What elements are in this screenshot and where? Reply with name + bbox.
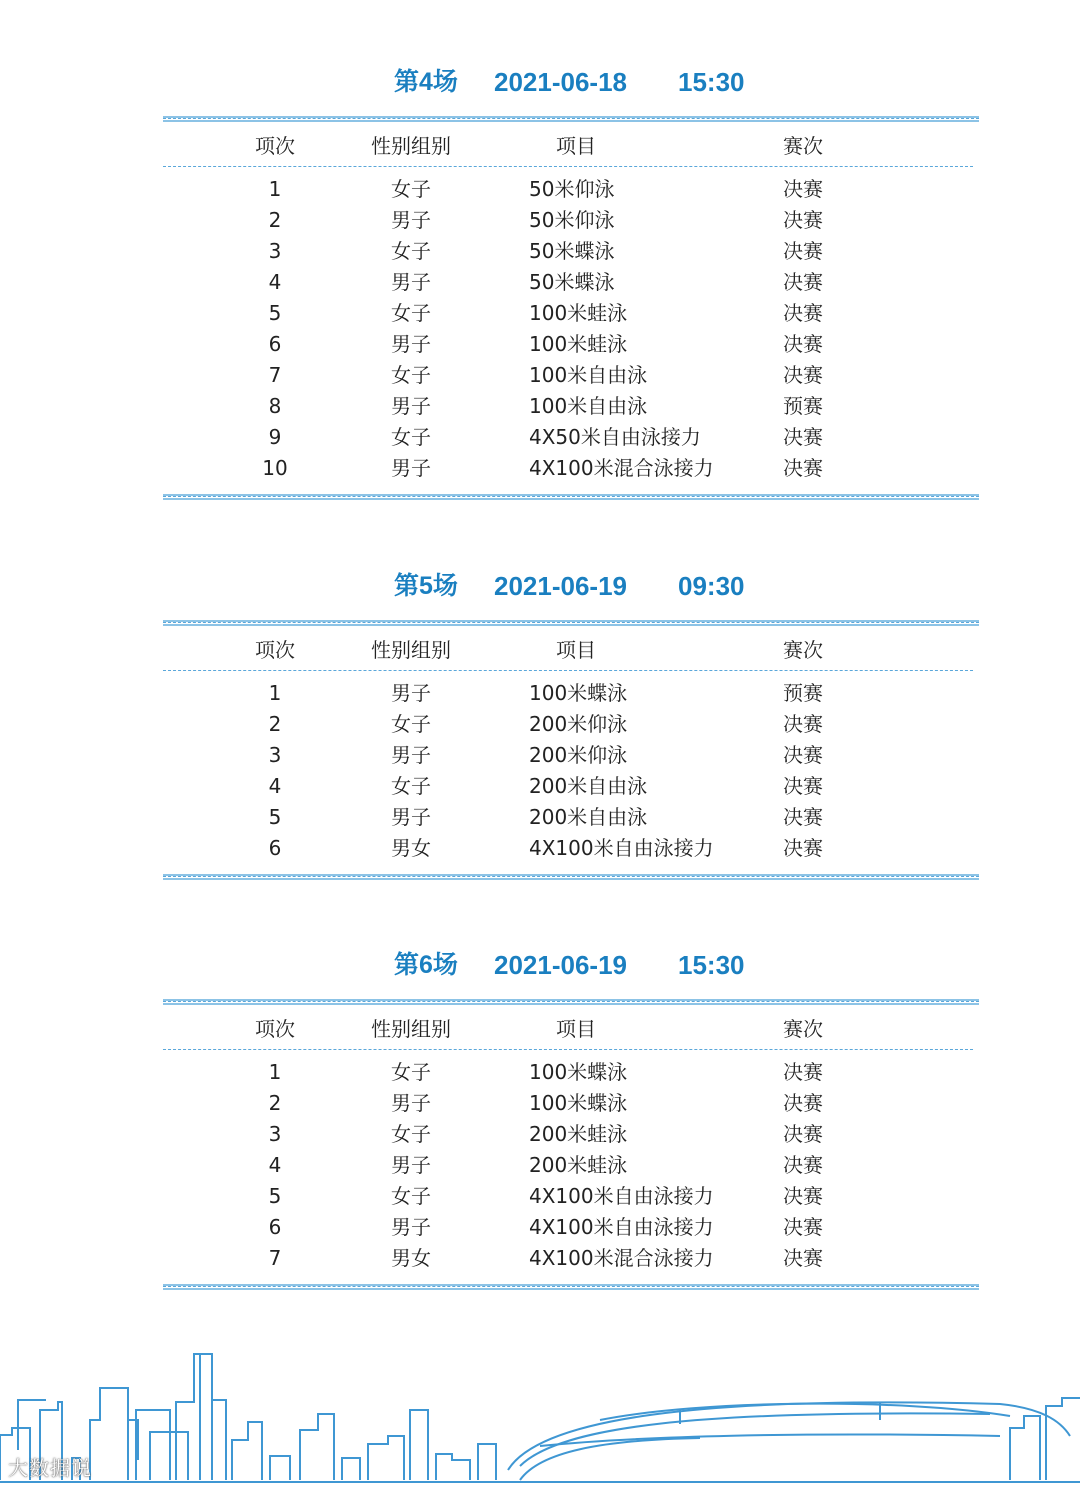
gender-group: 女子 [391,1060,431,1084]
table-top-rule [163,116,979,122]
table-row [0,1057,1080,1088]
header-divider [163,1049,973,1050]
gender-group: 男子 [391,394,431,418]
gender-group: 男子 [391,456,431,480]
event-name: 4X100米自由泳接力 [529,836,714,860]
event-name: 4X100米混合泳接力 [529,456,714,480]
gender-group: 女子 [391,301,431,325]
round: 决赛 [783,743,823,767]
table-row [0,833,1080,864]
table-row [0,298,1080,329]
item-number: 4 [268,270,282,294]
item-number: 10 [262,456,288,480]
column-header: 项目 [556,1017,596,1041]
round: 决赛 [783,425,823,449]
gender-group: 女子 [391,363,431,387]
round: 决赛 [783,177,823,201]
skyline-illustration [0,1340,1080,1488]
event-name: 50米蝶泳 [529,239,615,263]
event-name: 50米蝶泳 [529,270,615,294]
item-number: 6 [268,836,282,860]
gender-group: 女子 [391,177,431,201]
table-row [0,174,1080,205]
session-title [0,566,1080,606]
table-row [0,329,1080,360]
event-name: 4X50米自由泳接力 [529,425,701,449]
table-bottom-rule [163,1284,979,1290]
gender-group: 女子 [391,425,431,449]
item-number: 5 [268,1184,282,1208]
column-header: 项次 [255,638,295,662]
item-number: 1 [268,681,282,705]
round: 决赛 [783,1153,823,1177]
gender-group: 男子 [391,208,431,232]
table-row [0,205,1080,236]
session-label: 第4场 [394,68,458,96]
table-row [0,1181,1080,1212]
round: 决赛 [783,712,823,736]
item-number: 3 [268,1122,282,1146]
round: 预赛 [783,681,823,705]
round: 决赛 [783,208,823,232]
item-number: 2 [268,1091,282,1115]
table-row [0,678,1080,709]
column-header: 赛次 [783,1017,823,1041]
item-number: 7 [268,1246,282,1270]
table-row [0,709,1080,740]
session-time: 15:30 [678,950,745,980]
table-row [0,267,1080,298]
item-number: 3 [268,239,282,263]
round: 决赛 [783,774,823,798]
item-number: 5 [268,805,282,829]
event-name: 50米仰泳 [529,177,615,201]
round: 决赛 [783,239,823,263]
column-header: 项目 [556,134,596,158]
item-number: 3 [268,743,282,767]
column-header: 项目 [556,638,596,662]
gender-group: 男子 [391,743,431,767]
table-header [0,1014,1080,1045]
table-row [0,1243,1080,1274]
column-header: 赛次 [783,638,823,662]
gender-group: 男子 [391,681,431,705]
header-divider [163,670,973,671]
round: 决赛 [783,1184,823,1208]
event-name: 4X100米混合泳接力 [529,1246,714,1270]
session-label: 第6场 [394,951,458,979]
round: 决赛 [783,836,823,860]
item-number: 2 [268,712,282,736]
column-header: 项次 [255,1017,295,1041]
table-row [0,1212,1080,1243]
round: 决赛 [783,332,823,356]
table-row [0,360,1080,391]
table-row [0,771,1080,802]
gender-group: 女子 [391,1184,431,1208]
round: 决赛 [783,1091,823,1115]
item-number: 5 [268,301,282,325]
round: 决赛 [783,1215,823,1239]
table-row [0,1150,1080,1181]
round: 决赛 [783,270,823,294]
item-number: 6 [268,332,282,356]
column-header: 性别组别 [371,134,451,158]
table-header [0,131,1080,162]
item-number: 6 [268,1215,282,1239]
item-number: 4 [268,774,282,798]
item-number: 4 [268,1153,282,1177]
event-name: 100米自由泳 [529,394,648,418]
item-number: 1 [268,1060,282,1084]
session-date: 2021-06-19 [494,571,627,601]
table-row [0,1119,1080,1150]
event-name: 50米仰泳 [529,208,615,232]
item-number: 2 [268,208,282,232]
gender-group: 女子 [391,239,431,263]
session-title [0,945,1080,985]
event-name: 4X100米自由泳接力 [529,1184,714,1208]
round: 决赛 [783,805,823,829]
session-time: 15:30 [678,67,745,97]
table-top-rule [163,999,979,1005]
event-name: 200米蛙泳 [529,1153,628,1177]
header-divider [163,166,973,167]
column-header: 赛次 [783,134,823,158]
round: 决赛 [783,301,823,325]
item-number: 1 [268,177,282,201]
round: 决赛 [783,1122,823,1146]
event-name: 200米仰泳 [529,712,628,736]
event-name: 100米蝶泳 [529,681,628,705]
column-header: 性别组别 [371,1017,451,1041]
event-name: 100米蛙泳 [529,301,628,325]
session-title [0,62,1080,102]
gender-group: 男女 [391,1246,431,1270]
table-row [0,391,1080,422]
column-header: 性别组别 [371,638,451,662]
table-row [0,1088,1080,1119]
round: 决赛 [783,1060,823,1084]
item-number: 9 [268,425,282,449]
round: 决赛 [783,1246,823,1270]
gender-group: 男子 [391,1215,431,1239]
gender-group: 男子 [391,1091,431,1115]
event-name: 100米蝶泳 [529,1060,628,1084]
table-row [0,740,1080,771]
gender-group: 男子 [391,805,431,829]
table-bottom-rule [163,494,979,500]
column-header: 项次 [255,134,295,158]
session-label: 第5场 [394,572,458,600]
table-row [0,802,1080,833]
item-number: 7 [268,363,282,387]
table-row [0,236,1080,267]
event-name: 200米蛙泳 [529,1122,628,1146]
gender-group: 女子 [391,712,431,736]
event-name: 100米蝶泳 [529,1091,628,1115]
event-name: 200米仰泳 [529,743,628,767]
event-name: 100米自由泳 [529,363,648,387]
event-name: 100米蛙泳 [529,332,628,356]
round: 决赛 [783,363,823,387]
table-row [0,453,1080,484]
table-bottom-rule [163,874,979,880]
gender-group: 女子 [391,1122,431,1146]
table-row [0,422,1080,453]
table-header [0,635,1080,666]
gender-group: 男子 [391,270,431,294]
session-date: 2021-06-19 [494,950,627,980]
session-date: 2021-06-18 [494,67,627,97]
gender-group: 女子 [391,774,431,798]
watermark: 大数据说 [8,1456,92,1480]
table-top-rule [163,620,979,626]
event-name: 4X100米自由泳接力 [529,1215,714,1239]
round: 决赛 [783,456,823,480]
session-time: 09:30 [678,571,745,601]
gender-group: 男子 [391,1153,431,1177]
event-name: 200米自由泳 [529,774,648,798]
gender-group: 男女 [391,836,431,860]
round: 预赛 [783,394,823,418]
item-number: 8 [268,394,282,418]
gender-group: 男子 [391,332,431,356]
event-name: 200米自由泳 [529,805,648,829]
